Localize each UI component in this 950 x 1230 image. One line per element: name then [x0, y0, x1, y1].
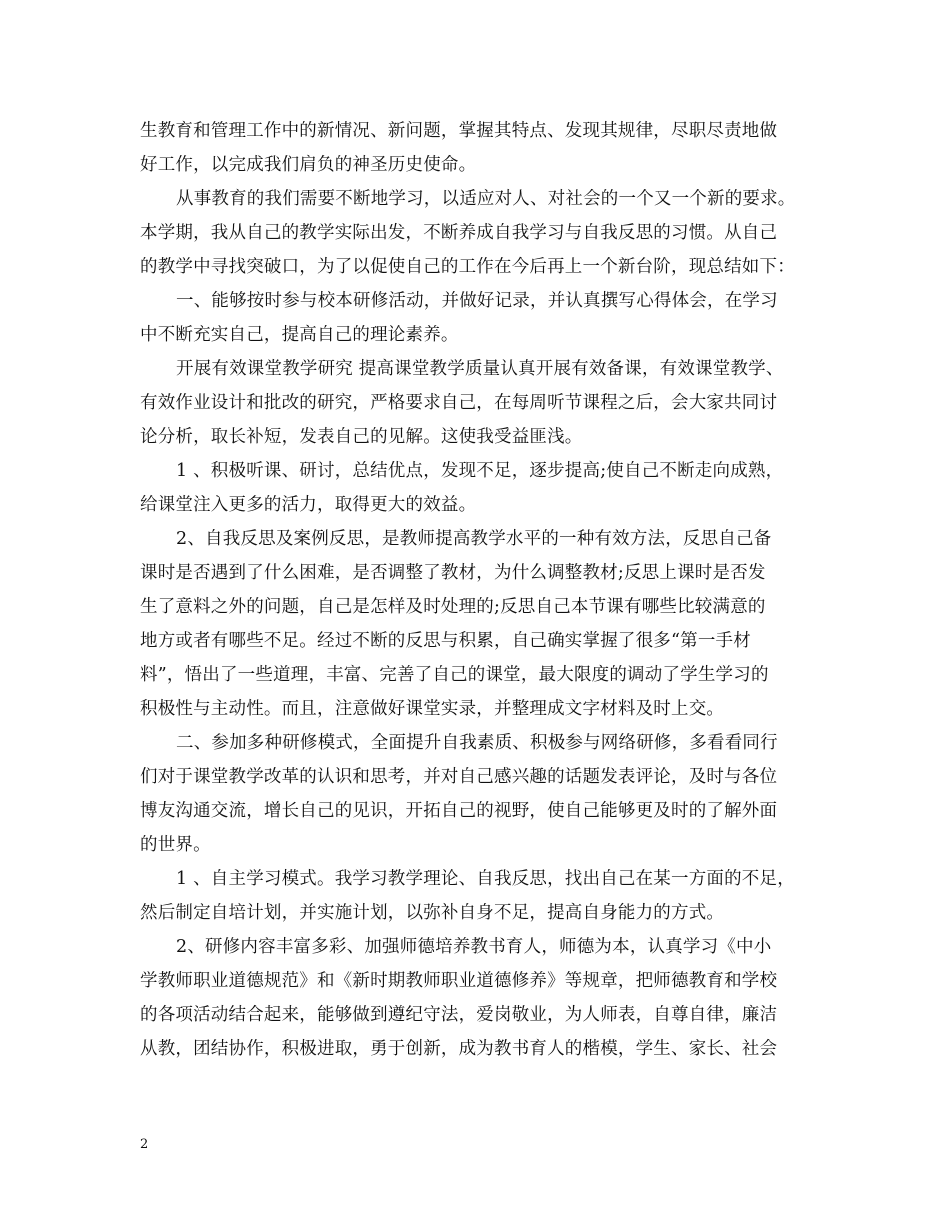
text-line: 生教育和管理工作中的新情况、新问题，掌握其特点、发现其规律，尽职尽责地做 — [140, 121, 778, 141]
text-line: 本学期，我从自己的教学实际出发，不断养成自我学习与自我反思的习惯。从自己 — [140, 223, 778, 243]
document-body — [140, 114, 820, 1066]
text-line: 们对于课堂教学改革的认识和思考，并对自己感兴趣的话题发表评论，及时与各位 — [140, 767, 778, 787]
paragraph — [140, 726, 820, 862]
text-line: 的教学中寻找突破口，为了以促使自己的工作在今后再上一个新台阶，现总结如下： — [140, 257, 795, 277]
text-line: 的世界。 — [140, 835, 211, 855]
page-number: 2 — [140, 1137, 149, 1152]
paragraph — [140, 352, 820, 454]
text-line: 1 、积极听课、研讨，总结优点，发现不足，逐步提高;使自己不断走向成熟， — [176, 461, 784, 481]
paragraph — [140, 182, 820, 284]
text-line: 给课堂注入更多的活力，取得更大的效益。 — [140, 495, 477, 515]
text-line: 2、自我反思及案例反思，是教师提高教学水平的一种有效方法，反思自己备 — [176, 529, 772, 549]
text-line: 2、研修内容丰富多彩、加强师德培养教书育人，师德为本，认真学习《中小 — [176, 937, 772, 957]
text-line: 论分析，取长补短，发表自己的见解。这使我受益匪浅。 — [140, 427, 583, 447]
text-line: 然后制定自培计划，并实施计划，以弥补自身不足，提高自身能力的方式。 — [140, 903, 725, 923]
text-line: 课时是否遇到了什么困难，是否调整了教材，为什么调整教材;反思上课时是否发 — [140, 563, 766, 583]
text-line: 有效作业设计和批改的研究，严格要求自己，在每周听节课程之后，会大家共同讨 — [140, 393, 778, 413]
text-line: 的各项活动结合起来，能够做到遵纪守法，爱岗敬业，为人师表，自尊自律，廉洁 — [140, 1005, 778, 1025]
paragraph — [140, 930, 820, 1066]
text-line: 博友沟通交流，增长自己的见识，开拓自己的视野，使自己能够更及时的了解外面 — [140, 801, 778, 821]
text-line: 二、参加多种研修模式，全面提升自我素质、积极参与网络研修，多看看同行 — [176, 733, 778, 753]
text-line: 一、能够按时参与校本研修活动，并做好记录，并认真撰写心得体会，在学习 — [176, 291, 778, 311]
paragraph — [140, 522, 820, 726]
text-line: 地方或者有哪些不足。经过不断的反思与积累，自己确实掌握了很多“第一手材 — [140, 631, 751, 651]
text-line: 生了意料之外的问题，自己是怎样及时处理的;反思自己本节课有哪些比较满意的 — [140, 597, 766, 617]
text-line: 学教师职业道德规范》和《新时期教师职业道德修养》等规章，把师德教育和学校 — [140, 971, 778, 991]
paragraph — [140, 862, 820, 930]
text-line: 好工作，以完成我们肩负的神圣历史使命。 — [140, 155, 477, 175]
text-line: 开展有效课堂教学研究 提高课堂教学质量认真开展有效备课，有效课堂教学、 — [176, 359, 784, 379]
paragraph — [140, 114, 820, 182]
text-line: 料”，悟出了一些道理，丰富、完善了自己的课堂，最大限度的调动了学生学习的 — [140, 665, 769, 685]
text-line: 从事教育的我们需要不断地学习，以适应对人、对社会的一个又一个新的要求。 — [176, 189, 796, 209]
text-line: 从教，团结协作，积极进取，勇于创新，成为教书育人的楷模，学生、家长、社会 — [140, 1039, 778, 1059]
text-line: 1 、自主学习模式。我学习教学理论、自我反思，找出自己在某一方面的不足， — [176, 869, 795, 889]
paragraph — [140, 284, 820, 352]
paragraph — [140, 454, 820, 522]
text-line: 积极性与主动性。而且，注意做好课堂实录，并整理成文字材料及时上交。 — [140, 699, 725, 719]
text-line: 中不断充实自己，提高自己的理论素养。 — [140, 325, 459, 345]
